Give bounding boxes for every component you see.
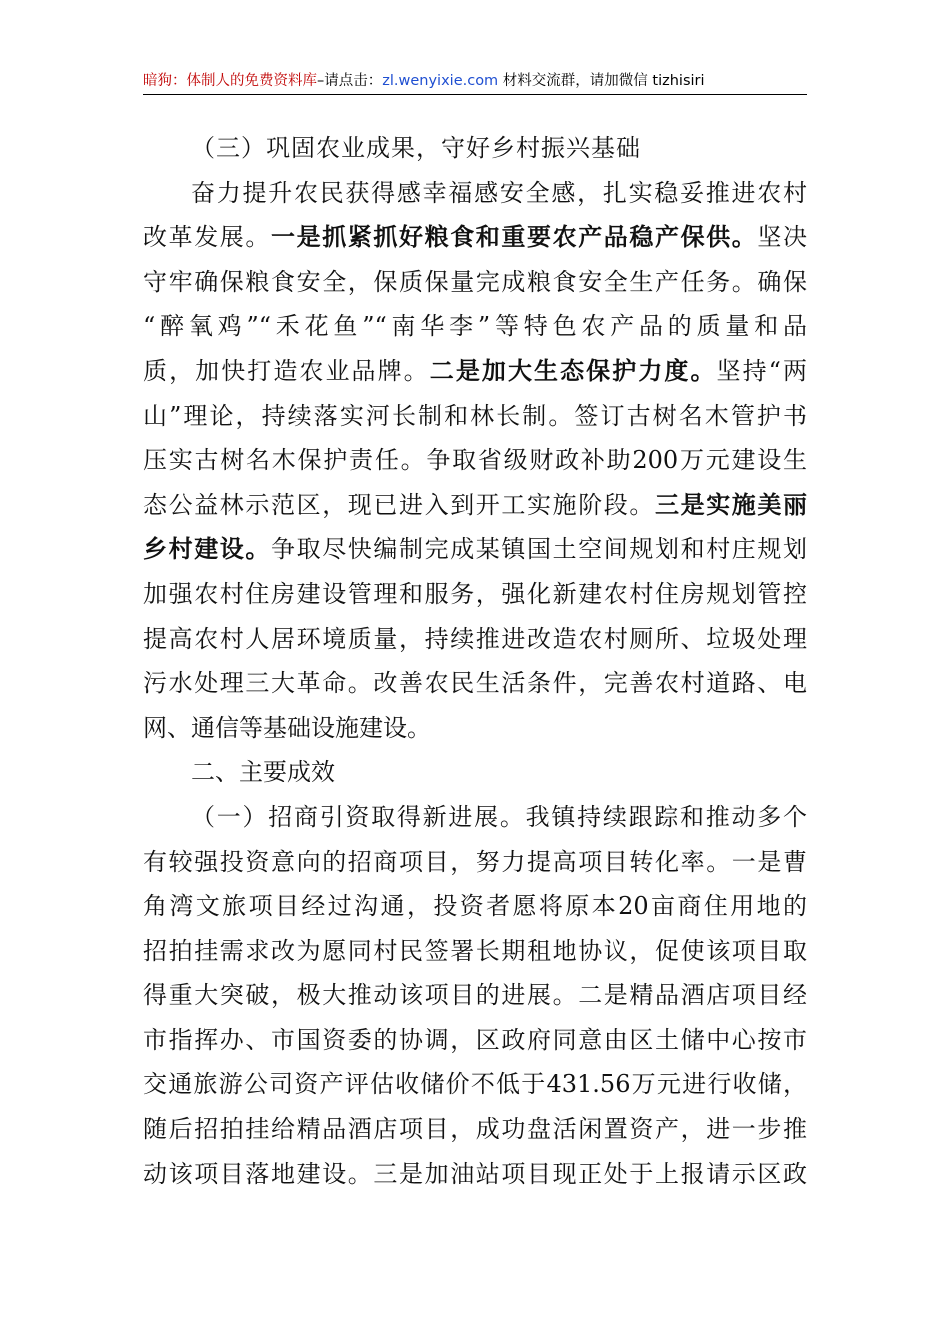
header-site-name: 暗狗：体制人的免费资料库 xyxy=(143,73,317,89)
paragraph-line: 交通旅游公司资产评估收储价不低于431.56万元进行收储， xyxy=(143,1070,807,1099)
paragraph-line: 市指挥办、市国资委的协调，区政府同意由区土储中心按市 xyxy=(143,1025,807,1054)
paragraph-line: 有较强投资意向的招商项目，努力提高项目转化率。一是曹 xyxy=(143,847,807,876)
paragraph-line: 守牢确保粮食安全，保质保量完成粮食安全生产任务。确保 xyxy=(143,267,807,296)
paragraph-line: “醉氧鸡”“禾花鱼”“南华李”等特色农产品的质量和品 xyxy=(143,312,807,341)
paragraph-line: 动该项目落地建设。三是加油站项目现正处于上报请示区政 xyxy=(143,1159,807,1188)
paragraph-line: （一）招商引资取得新进展。我镇持续跟踪和推动多个 xyxy=(191,802,807,831)
paragraph-line: 污水处理三大革命。改善农民生活条件，完善农村道路、电 xyxy=(143,669,807,698)
header-link[interactable]: zl.wenyixie.com xyxy=(382,73,499,89)
section-heading-3: （三）巩固农业成果，守好乡村振兴基础 xyxy=(191,134,641,162)
header-wechat-note: 材料交流群，请加微信 tizhisiri xyxy=(498,73,705,89)
paragraph-line: 乡村建设。争取尽快编制完成某镇国土空间规划和村庄规划 xyxy=(143,534,807,564)
paragraph-line: 提高农村人居环境质量，持续推进改造农村厕所、垃圾处理 xyxy=(143,624,807,653)
document-header xyxy=(143,70,807,95)
document-body xyxy=(143,126,807,1196)
paragraph-line: 改革发展。一是抓紧抓好粮食和重要农产品稳产保供。坚决 xyxy=(143,222,807,252)
paragraph-line: 招拍挂需求改为愿同村民签署长期租地协议，促使该项目取 xyxy=(143,936,807,965)
section-heading-main: 二、主要成效 xyxy=(191,758,335,787)
bold-point: 一是抓紧抓好粮食和重要农产品稳产保供。 xyxy=(271,222,758,252)
paragraph-line: 角湾文旅项目经过沟通，投资者愿将原本20亩商住用地的 xyxy=(143,892,807,921)
paragraph-line: 态公益林示范区，现已进入到开工实施阶段。三是实施美丽 xyxy=(143,489,807,519)
paragraph-line: 加强农村住房建设管理和服务，强化新建农村住房规划管控 xyxy=(143,579,807,608)
paragraph-line: 压实古树名木保护责任。争取省级财政补助200万元建设生 xyxy=(143,446,807,475)
paragraph-line: 质，加快打造农业品牌。二是加大生态保护力度。坚持“两 xyxy=(143,355,807,385)
paragraph-line: 网、通信等基础设施建设。 xyxy=(143,713,431,742)
bold-point: 二是加大生态保护力度。 xyxy=(429,355,717,385)
paragraph-line: 得重大突破，极大推动该项目的进展。二是精品酒店项目经 xyxy=(143,981,807,1010)
paragraph-line: 随后招拍挂给精品酒店项目，成功盘活闲置资产，进一步推 xyxy=(143,1115,807,1144)
bold-point: 三是实施美丽 xyxy=(655,489,807,519)
bold-point: 乡村建设。 xyxy=(143,534,271,564)
paragraph-line: 山”理论，持续落实河长制和林长制。签订古树名木管护书 xyxy=(143,401,807,430)
header-click-prompt: –请点击： xyxy=(317,73,383,89)
paragraph-line: 奋力提升农民获得感幸福感安全感，扎实稳妥推进农村 xyxy=(191,178,807,207)
